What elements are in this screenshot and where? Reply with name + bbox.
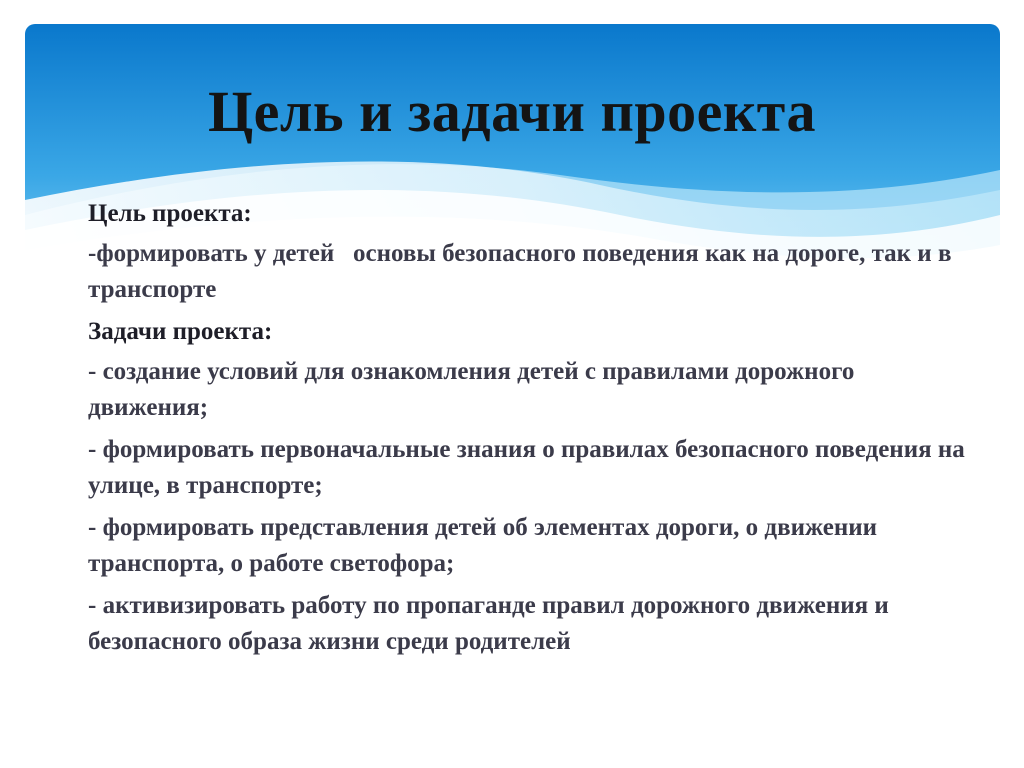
slide-body [88,196,988,666]
tasks-heading: Задачи проекта: [88,318,273,345]
task-item: - формировать первоначальные знания о правилах безопасного поведения на улице, в транспорте; [88,436,972,499]
goal-heading: Цель проекта: [88,200,252,227]
task-item: - активизировать работу по пропаганде правил дорожного движения и безопасного образа жизни среди родителей [88,592,896,655]
page-title: Цель и задачи проекта [208,79,816,144]
task-item: - создание условий для ознакомления детей с правилами дорожного движения; [88,358,880,421]
goal-item: -формировать у детей основы безопасного поведения как на дороге, так и в транспорте [88,240,958,303]
task-item: - формировать представления детей об элементах дороги, о движении транспорта, о работе светофора; [88,514,884,577]
